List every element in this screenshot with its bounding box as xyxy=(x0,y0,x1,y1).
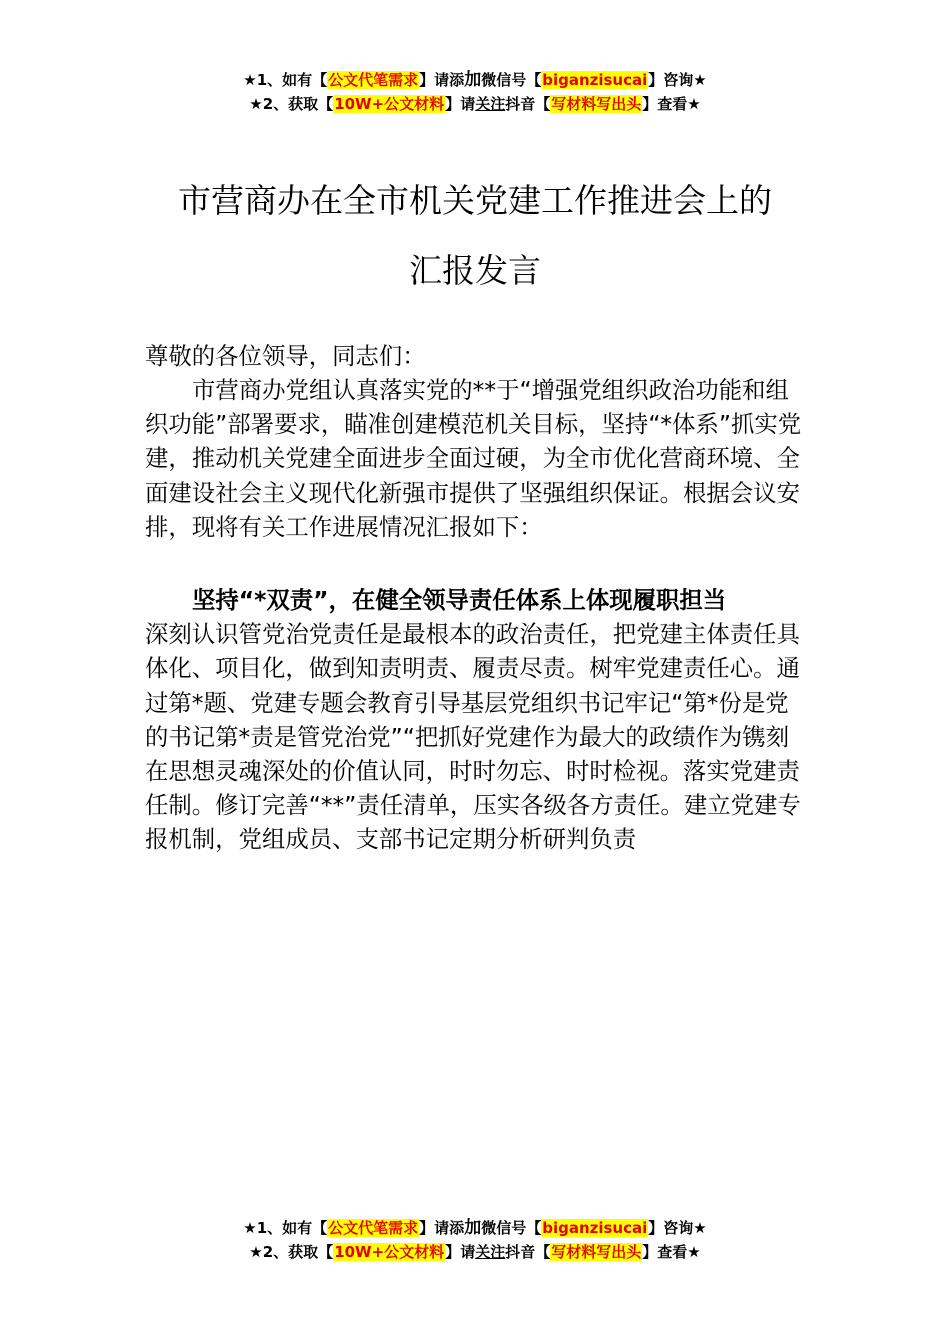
doc-title-line-2: 汇报发言 xyxy=(409,251,541,290)
promo-line-2 xyxy=(0,1240,950,1264)
promo-text: 抖音【 xyxy=(505,1243,551,1261)
promo-highlight-materials: 10W+公文材料 xyxy=(334,95,445,113)
promo-highlight-douyin: 写材料写出头 xyxy=(551,1243,642,1261)
promo-text: 微信号【 xyxy=(481,71,542,89)
promo-line-1 xyxy=(0,1216,950,1240)
promo-text: 微信号【 xyxy=(481,1219,542,1237)
promo-line-2 xyxy=(0,92,950,116)
section-1 xyxy=(145,583,807,857)
promo-text: 】咨询★ xyxy=(648,1219,707,1237)
promo-emphasis: 加 xyxy=(464,70,482,90)
promo-banner-top xyxy=(0,68,950,116)
intro-paragraph xyxy=(145,373,807,544)
promo-text: 2、获取【 xyxy=(262,1243,334,1261)
promo-highlight-materials: 10W+公文材料 xyxy=(334,1243,445,1261)
promo-text: 】请 xyxy=(445,1243,476,1261)
star-icon: ★ xyxy=(249,1243,263,1261)
salutation: 尊敬的各位领导，同志们： xyxy=(145,342,426,370)
promo-text: 1、如有【 xyxy=(256,71,328,89)
promo-highlight-wechat: biganzisucai xyxy=(542,1219,648,1237)
promo-banner-bottom xyxy=(0,1216,950,1264)
doc-title-line-1: 市营商办在全市机关党建工作推进会上的 xyxy=(178,181,772,220)
promo-text: 】查看★ xyxy=(642,95,701,113)
promo-highlight-douyin: 写材料写出头 xyxy=(551,95,642,113)
promo-text: 抖音【 xyxy=(505,95,551,113)
promo-text: 】咨询★ xyxy=(648,71,707,89)
promo-text: 1、如有【 xyxy=(256,1219,328,1237)
promo-text: 】请 xyxy=(445,95,476,113)
star-icon: ★ xyxy=(249,95,263,113)
promo-text: 2、获取【 xyxy=(262,95,334,113)
intro-paragraph-text: 市营商办党组认真落实党的**于“增强党组织政治功能和组织功能”部署要求，瞄准创建模范机关目标，坚持“*体系”抓实党建，推动机关党建全面进步全面过硬，为全市优化营商环境、全面建设社会主义现代化新强市提供了坚强组织保证。根据会议安排，现将有关工作进展情况汇报如下： xyxy=(145,376,802,541)
promo-highlight-service: 公文代笔需求 xyxy=(328,71,419,89)
promo-emphasis: 关注 xyxy=(475,1243,506,1261)
promo-line-1 xyxy=(0,68,950,92)
promo-text: 】请添 xyxy=(419,1219,465,1237)
promo-emphasis: 加 xyxy=(464,1218,482,1238)
promo-text: 】查看★ xyxy=(642,1243,701,1261)
promo-highlight-wechat: biganzisucai xyxy=(542,71,648,89)
section-1-body: 深刻认识管党治党责任是最根本的政治责任，把党建主体责任具体化、项目化，做到知责明责、履责尽责。树牢党建责任心。通过第*题、党建专题会教育引导基层党组织书记牢记“第*份是党的书记第*责是管党治党”“把抓好党建作为最大的政绩作为镌刻在思想灵魂深处的价值认同，时时勿忘、时时检视。落实党建责任制。修订完善“**”责任清单，压实各级各方责任。建立党建专报机制，党组成员、支部书记定期分析研判负责 xyxy=(145,620,801,854)
star-icon: ★ xyxy=(243,71,257,89)
section-1-heading: 坚持“*双责”，在健全领导责任体系上体现履职担当 xyxy=(192,586,727,614)
promo-highlight-service: 公文代笔需求 xyxy=(328,1219,419,1237)
promo-text: 】请添 xyxy=(419,71,465,89)
star-icon: ★ xyxy=(243,1219,257,1237)
promo-emphasis: 关注 xyxy=(475,95,506,113)
